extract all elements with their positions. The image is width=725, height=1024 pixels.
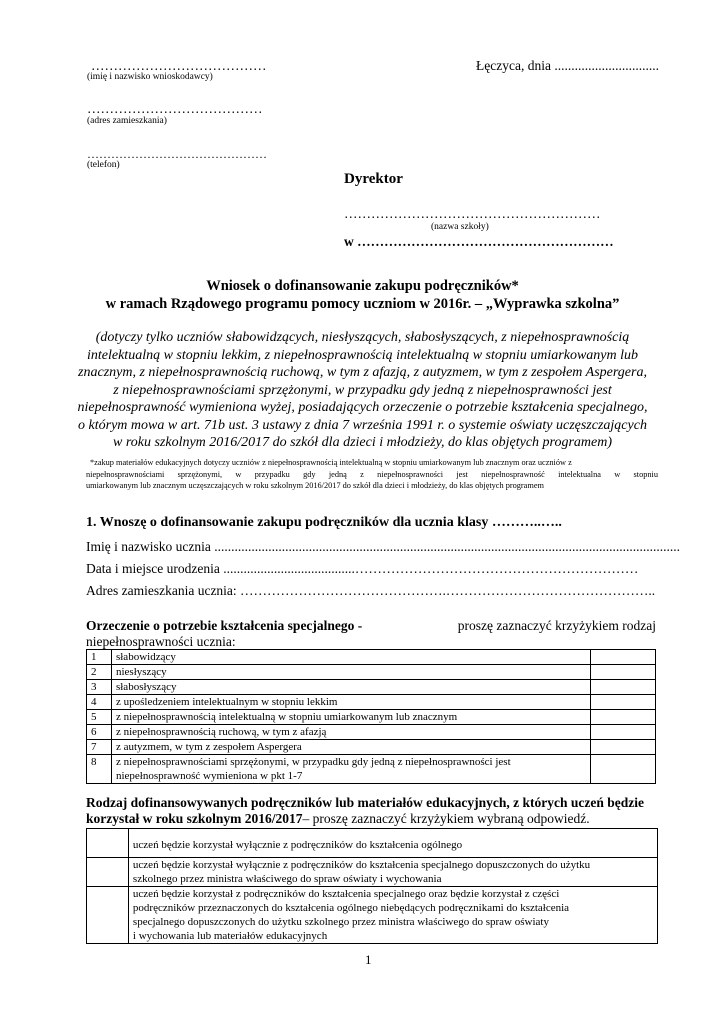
checkbox-cell[interactable] [87,829,129,858]
recipient-title: Dyrektor [344,171,403,187]
school-name-label: (nazwa szkoły) [431,222,489,232]
school-city-line[interactable]: w ………………………………………………… [344,234,614,249]
address-line[interactable]: ………………………………… [87,101,263,116]
place-date-line[interactable]: Łęczyca, dnia ............................... [476,58,659,73]
address-label: (adres zamieszkania) [87,116,167,126]
disability-table [86,649,656,784]
table-row: 6 z niepełnosprawnością ruchową, w tym z afazją [87,725,656,740]
page-number: 1 [365,952,372,967]
orzeczenie-label: Orzeczenie o potrzebie kształcenia specjalnego - proszę zaznaczyć krzyżykiem rodzaj niepełnosprawności ucznia: [86,618,656,649]
table-row: 3 słabosłyszący [87,680,656,695]
school-name-line[interactable]: ………………………………………………… [344,206,601,221]
checkbox-cell[interactable] [591,680,656,695]
checkbox-cell[interactable] [591,650,656,665]
textbook-type-table [86,828,658,944]
table-row: 2 niesłyszący [87,665,656,680]
checkbox-cell[interactable] [87,858,129,887]
student-birth-field[interactable]: Data i miejsce urodzenia .......................................……………………………………………………… [86,561,639,576]
table-row: uczeń będzie korzystał wyłącznie z podręczników do kształcenia ogólnego [87,829,658,858]
phone-line[interactable]: ……………………………………… [87,147,267,161]
checkbox-cell[interactable] [591,755,656,784]
checkbox-cell[interactable] [87,887,129,944]
student-address-field[interactable]: Adres zamieszkania ucznia: ……………………………………….……………………………………….. [86,583,656,598]
checkbox-cell[interactable] [591,710,656,725]
student-name-field[interactable]: Imię i nazwisko ucznia .......................................................................................................................................... [86,539,680,554]
phone-label: (telefon) [87,160,120,170]
table-row: 7 z autyzmem, w tym z zespołem Aspergera [87,740,656,755]
section1-heading: 1. Wnoszę o dofinansowanie zakupu podręczników dla ucznia klasy ………..….. [86,515,562,530]
footnote: *zakup materiałów edukacyjnych dotyczy uczniów z niepełnosprawnością intelektualną w stopniu umiarkowanym lub znacznym oraz uczniów z niepełnosprawnościami sprzężonymi, w przypadku gdy jedną z niepełnosprawności jest niepełnosprawność intelektualna w stopniu umiarkowanym lub znacznym uczęszczających w roku szkolnym 2016/2017 do szkół dla dzieci i młodzieży, do klas objętych programem [86,458,658,490]
form-title-line2: w ramach Rządowego programu pomocy uczniom w 2016r. – „Wyprawka szkolna” [105,296,620,312]
table-row: uczeń będzie korzystał wyłącznie z podręczników do kształcenia specjalnego dopuszczonych do użytku szkolnego przez ministra właściwego do spraw oświaty i wychowania [87,858,658,887]
form-title-line1: Wniosek o dofinansowanie zakupu podręczników* [206,278,519,294]
table-row: 8 z niepełnosprawnościami sprzężonymi, w przypadku gdy jedną z niepełnosprawności jest niepełnosprawność wymieniona w pkt 1-7 [87,755,656,784]
table-row: uczeń będzie korzystał z podręczników do kształcenia specjalnego oraz będzie korzystał z części podręczników przeznaczonych do kształcenia ogólnego niebędących podręcznikami do kształcenia specjalnego dopuszczonych do użytku szkolnego przez ministra właściwego do spraw oświaty i wychowania lub materiałów edukacyjnych [87,887,658,944]
checkbox-cell[interactable] [591,740,656,755]
checkbox-cell[interactable] [591,665,656,680]
table-row: 5 z niepełnosprawnością intelektualną w stopniu umiarkowanym lub znacznym [87,710,656,725]
checkbox-cell[interactable] [591,725,656,740]
rodzaj-heading: Rodzaj dofinansowywanych podręczników lub materiałów edukacyjnych, z których uczeń będzie korzystał w roku szkolnym 2016/2017– proszę zaznaczyć krzyżykiem wybraną odpowiedź. [86,795,645,826]
checkbox-cell[interactable] [591,695,656,710]
table-row: 1 słabowidzący [87,650,656,665]
applicant-name-label: (imię i nazwisko wnioskodawcy) [87,72,213,82]
scope-description: (dotyczy tylko uczniów słabowidzących, niesłyszących, słabosłyszących, z niepełnosprawnością intelektualną w stopniu lekkim, z niepełnosprawnością intelektualną w stopniu umiarkowanym lub znacznym, z niepełnosprawnością ruchową, w tym z afazją, z autyzmem, w tym z zespołem Aspergera, z niepełnosprawnościami sprzężonymi, w przypadku gdy jedną z niepełnosprawności jest niepełnosprawność wymieniona wyżej, posiadających orzeczenie o potrzebie kształcenia specjalnego, o którym mowa w art. 71b ust. 3 ustawy z dnia 7 września 1991 r. o systemie oświaty uczęszczających w roku szkolnym 2016/2017 do szkół dla dzieci i młodzieży, do klas objętych programem) [77,330,648,450]
table-row: 4 z upośledzeniem intelektualnym w stopniu lekkim [87,695,656,710]
applicant-name-line[interactable]: ………………………………… [91,58,267,73]
